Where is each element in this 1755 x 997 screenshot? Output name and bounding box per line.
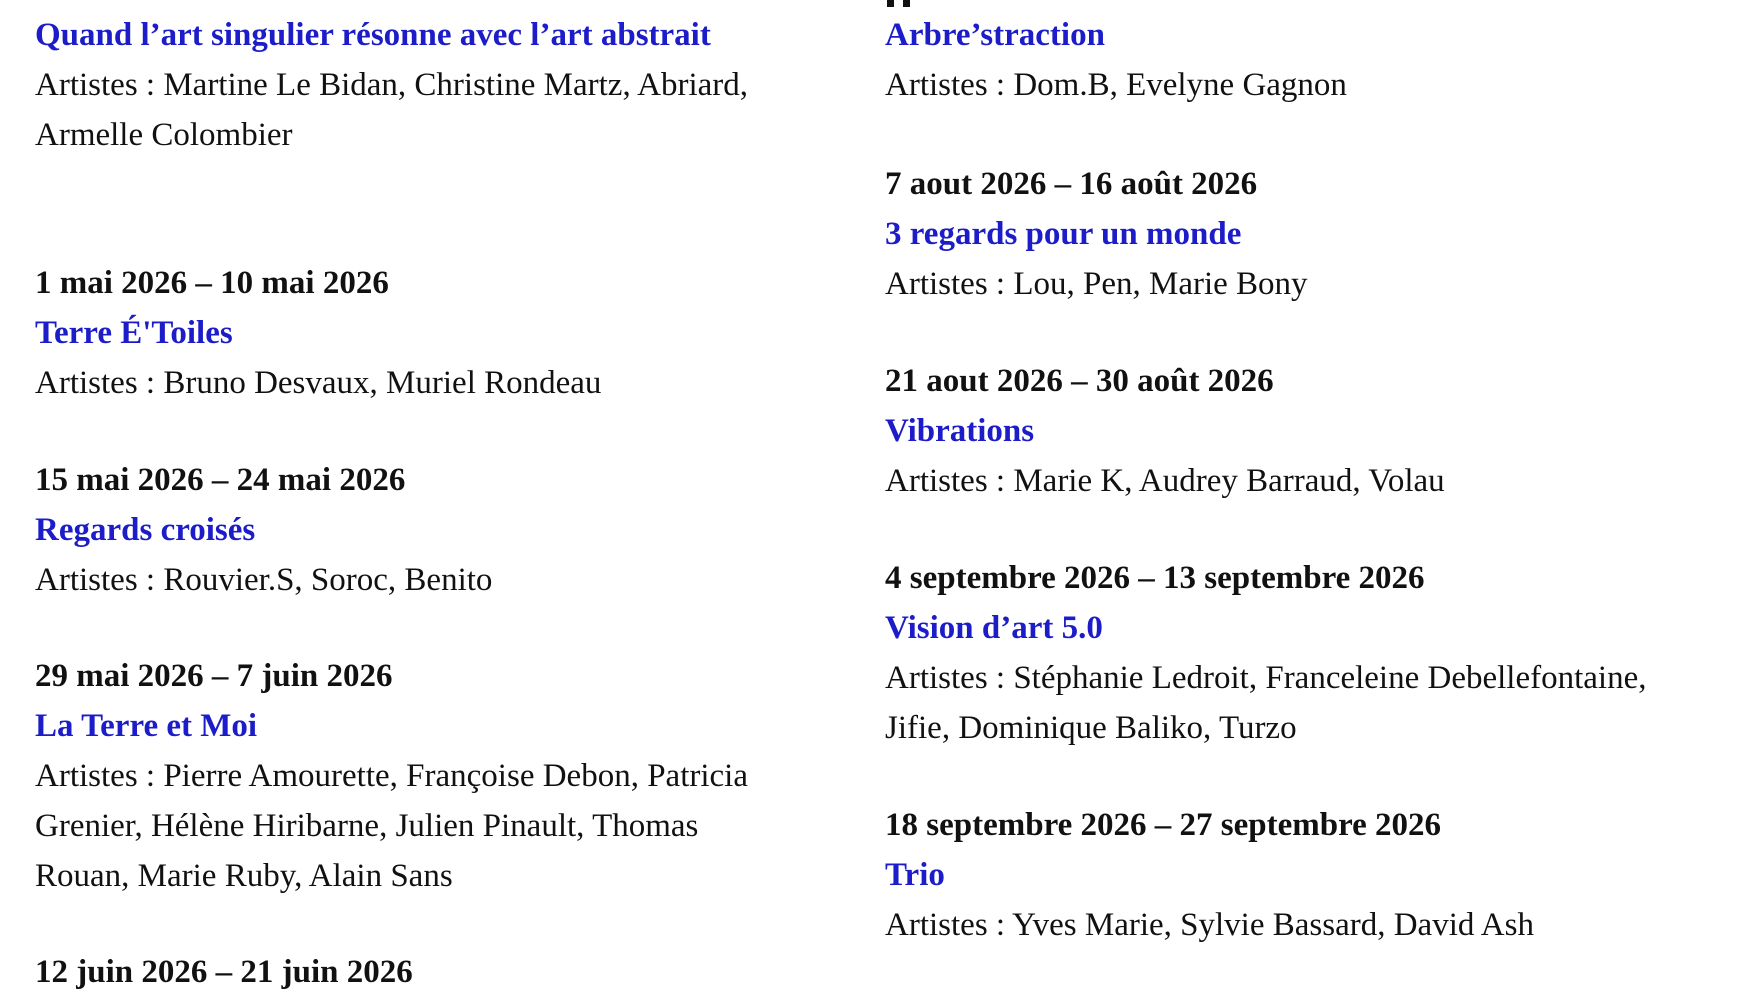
event-item bbox=[885, 159, 1685, 309]
event-title-link[interactable]: Vision d’art 5.0 bbox=[885, 610, 1103, 646]
event-title-link[interactable]: Regards croisés bbox=[35, 512, 256, 548]
event-artists: Artistes : Martine Le Bidan, Christine Martz, Abriard, Armelle Colombier bbox=[35, 67, 749, 153]
event-item bbox=[35, 651, 795, 901]
event-artists: Artistes : Dom.B, Evelyne Gagnon bbox=[885, 67, 1347, 103]
event-date: 7 aout 2026 – 16 août 2026 bbox=[885, 166, 1258, 202]
event-title-link[interactable]: Terre É'Toiles bbox=[35, 315, 233, 351]
event-item bbox=[885, 553, 1685, 753]
event-artists: Artistes : Pierre Amourette, Françoise Debon, Patricia Grenier, Hélène Hiribarne, Julien Pinault, Thomas Rouan, Marie Ruby, Alain Sans bbox=[35, 758, 748, 894]
event-date: 15 mai 2026 – 24 mai 2026 bbox=[35, 462, 406, 498]
event-item bbox=[35, 947, 795, 997]
event-date: 4 septembre 2026 – 13 septembre 2026 bbox=[885, 560, 1425, 596]
event-date: 29 mai 2026 – 7 juin 2026 bbox=[35, 658, 393, 694]
event-title-link[interactable]: Quand l’art singulier résonne avec l’art abstrait bbox=[35, 17, 711, 53]
event-item bbox=[35, 455, 795, 605]
event-artists: Artistes : Yves Marie, Sylvie Bassard, David Ash bbox=[885, 907, 1534, 943]
cut-off-text-fragment bbox=[885, 0, 915, 8]
event-artists: Artistes : Lou, Pen, Marie Bony bbox=[885, 266, 1308, 302]
event-item bbox=[35, 10, 795, 160]
event-artists: Artistes : Bruno Desvaux, Muriel Rondeau bbox=[35, 365, 602, 401]
event-artists: Artistes : Rouvier.S, Soroc, Benito bbox=[35, 562, 493, 598]
event-title-link[interactable]: Vibrations bbox=[885, 413, 1035, 449]
event-title-link[interactable]: La Terre et Moi bbox=[35, 708, 258, 744]
event-artists: Artistes : Stéphanie Ledroit, Franceleine Debellefontaine, Jifie, Dominique Baliko, Turzo bbox=[885, 660, 1647, 746]
event-date: 21 aout 2026 – 30 août 2026 bbox=[885, 363, 1274, 399]
event-title-link[interactable]: Arbre’straction bbox=[885, 17, 1105, 53]
event-date: 18 septembre 2026 – 27 septembre 2026 bbox=[885, 807, 1442, 843]
event-artists: Artistes : Marie K, Audrey Barraud, Volau bbox=[885, 463, 1445, 499]
event-date: 12 juin 2026 – 21 juin 2026 bbox=[35, 954, 413, 990]
event-item bbox=[885, 356, 1685, 506]
event-item bbox=[885, 10, 1685, 110]
event-item bbox=[885, 800, 1685, 950]
event-title-link[interactable]: Trio bbox=[885, 857, 945, 893]
event-item bbox=[35, 258, 795, 408]
event-title-link[interactable]: 3 regards pour un monde bbox=[885, 216, 1242, 252]
event-date: 1 mai 2026 – 10 mai 2026 bbox=[35, 265, 389, 301]
